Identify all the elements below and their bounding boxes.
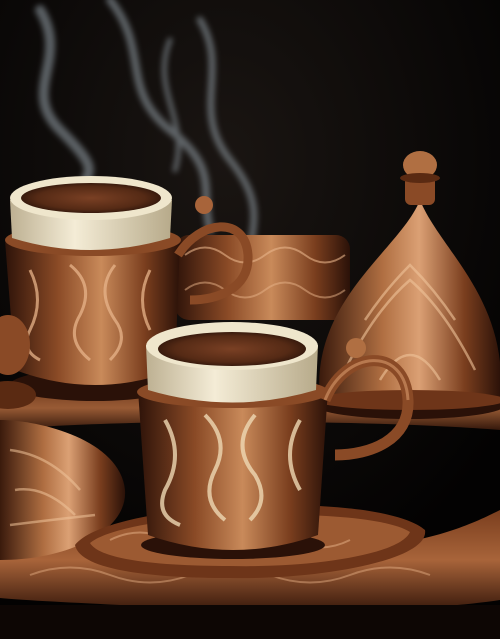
- sugar-box: [175, 235, 350, 320]
- bottom-shadow: [0, 605, 500, 639]
